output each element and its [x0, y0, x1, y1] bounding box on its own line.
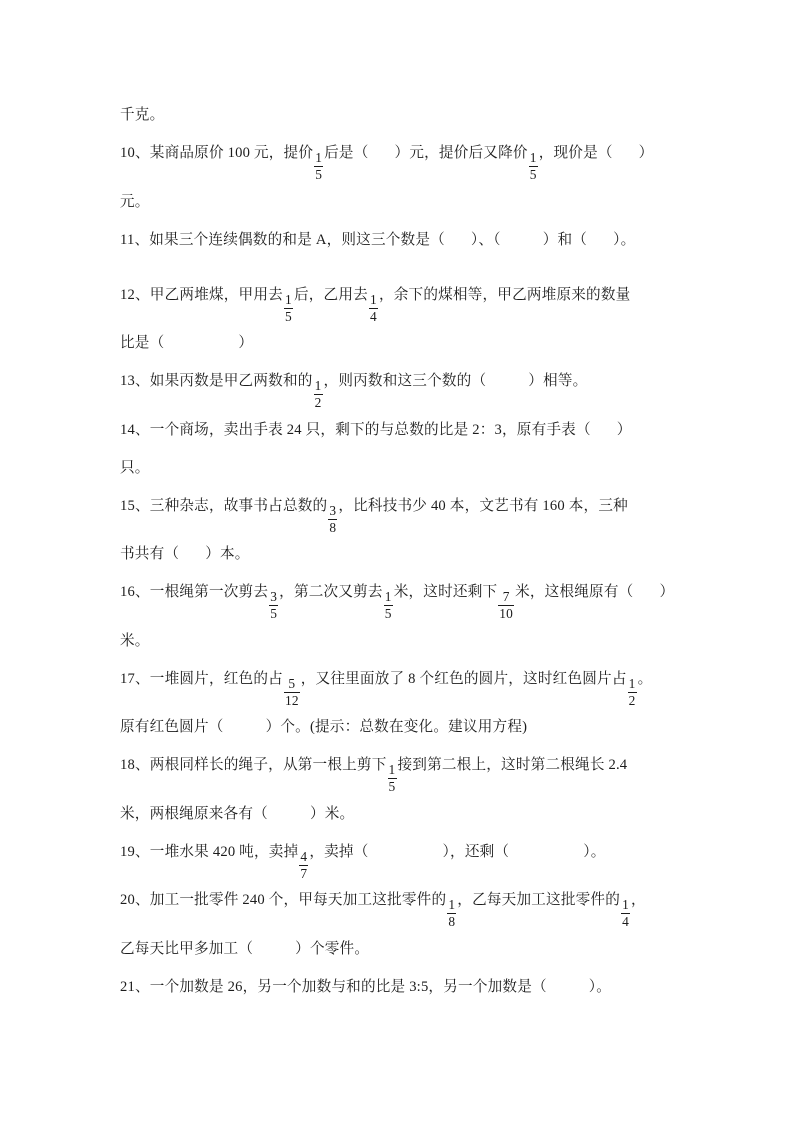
item-text: ）相等。 [528, 373, 588, 389]
item-marker: 17、 [120, 670, 150, 687]
item-text: 米，这时还剩下 [393, 584, 498, 600]
item-marker: 19、 [120, 843, 150, 860]
question-item-18-continuation [120, 795, 680, 833]
item-text: 一堆圆片，红色的占 [149, 670, 283, 687]
item-text: 比是（ [120, 335, 165, 351]
question-item-12-continuation [120, 324, 680, 362]
item-marker: 20、 [120, 892, 150, 908]
item-text: ， [631, 892, 646, 908]
question-item-19 [120, 833, 680, 882]
item-marker: 18、 [120, 757, 150, 773]
question-item-20-continuation [120, 930, 680, 968]
fraction-7-10: $\frac{7}{10}$ [499, 589, 514, 622]
question-item-17 [120, 660, 680, 709]
item-marker: 15、 [120, 497, 150, 514]
item-text: ）米。 [309, 805, 355, 822]
question-item-15 [120, 487, 680, 536]
item-text: 某商品原价 100 元，提价 [149, 145, 314, 161]
item-text: ） [616, 421, 632, 438]
item-text: 后，乙用去 [293, 286, 368, 303]
item-text: ）元，提价后又降价 [394, 145, 528, 161]
item-text: ）。 [588, 978, 612, 995]
fraction-3-5: $\frac{3}{5}$ [270, 589, 278, 622]
fraction-1-2: $\frac{1}{2}$ [628, 675, 636, 708]
question-item-20 [120, 881, 680, 930]
fraction-1-4: $\frac{1}{4}$ [622, 897, 629, 930]
item-text: 如果丙数是甲乙两数和的 [149, 373, 313, 389]
item-text: 原有红色圆片（ [120, 719, 224, 735]
item-text: 一个加数是 26，另一个加数与和的比是 3:5，另一个加数是（ [149, 978, 547, 995]
item-text: 米，这根绳原有（ [515, 584, 634, 600]
item-text: ，比科技书少 40 本，文艺书有 160 本，三种 [338, 497, 628, 514]
item-text: ）和（ [542, 231, 588, 248]
item-text: ） [638, 145, 654, 161]
fraction-1-5: $\frac{1}{5}$ [529, 150, 537, 183]
item-text: ）、（ [470, 231, 501, 248]
fraction-1-5: $\frac{1}{5}$ [285, 291, 292, 324]
question-item-10-continuation: 元。 [120, 193, 150, 210]
item-marker: 16、 [120, 584, 150, 600]
item-marker: 21、 [120, 978, 150, 995]
fraction-1-8: $\frac{1}{8}$ [448, 897, 456, 930]
item-text: ，卖掉（ [309, 843, 369, 860]
item-text: 乙每天比甲多加工（ [120, 940, 254, 957]
question-item-11 [120, 221, 680, 259]
item-marker: 14、 [120, 421, 150, 438]
item-text: ，又往里面放了 8 个红色的圆片，这时红色圆片占 [300, 670, 627, 687]
item-text: ，余下的煤相等，甲乙两堆原来的数量 [378, 286, 631, 303]
fraction-1-5: $\frac{1}{5}$ [384, 589, 392, 622]
item-text: ，则丙数和这三个数的（ [323, 373, 487, 389]
question-item-16-continuation: 米。 [120, 632, 150, 649]
item-text: 。 [637, 670, 653, 687]
item-text: 一堆水果 420 吨，卖掉 [149, 843, 299, 860]
fraction-1-4: $\frac{1}{4}$ [369, 291, 377, 324]
item-text: 三种杂志，故事书占总数的 [149, 497, 328, 514]
item-text: 接到第二根上，这时第二根绳长 2.4 [397, 757, 628, 773]
item-text: 加工一批零件 240 个，甲每天加工这批零件的 [149, 892, 447, 908]
item-text: 甲乙两堆煤，甲用去 [149, 286, 283, 303]
item-text: ）本。 [205, 546, 250, 562]
item-text: 一根绳第一次剪去 [149, 584, 269, 600]
fraction-4-7: $\frac{4}{7}$ [300, 848, 308, 881]
item-text: 米，两根绳原来各有（ [120, 805, 268, 822]
question-item-17-continuation [120, 708, 680, 746]
orphan-line-top: 千克。 [120, 107, 165, 123]
item-text: ） [238, 335, 254, 351]
item-text: 书共有（ [120, 546, 180, 562]
item-text: 如果三个连续偶数的和是 A，则这三个数是（ [149, 231, 445, 248]
item-text: 后是（ [324, 145, 369, 161]
item-text: ）个零件。 [295, 940, 370, 957]
item-text: ，第二次又剪去 [279, 584, 383, 600]
item-text: ），还剩（ [442, 843, 510, 860]
item-text: 一个商场，卖出手表 24 只，剩下的与总数的比是 2：3，原有手表（ [149, 421, 591, 438]
item-marker: 10、 [120, 145, 150, 161]
fraction-1-2: $\frac{1}{2}$ [314, 378, 322, 411]
question-item-10 [120, 134, 680, 183]
question-item-12 [120, 276, 680, 325]
item-text: ）。 [583, 843, 606, 860]
fraction-3-8: $\frac{3}{8}$ [329, 502, 337, 535]
item-hint: ）个。(提示：总数在变化。建议用方程) [265, 719, 528, 735]
question-item-14-continuation: 只。 [120, 459, 150, 476]
fraction-1-5: $\frac{1}{5}$ [315, 150, 323, 183]
item-text: ）。 [613, 231, 636, 248]
fraction-1-5: $\frac{1}{5}$ [388, 762, 396, 795]
item-text: ，乙每天加工这批零件的 [457, 892, 621, 908]
item-text: ） [659, 584, 675, 600]
item-text: 两根同样长的绳子，从第一根上剪下 [149, 757, 387, 773]
question-item-18 [120, 746, 680, 795]
item-marker: 13、 [120, 373, 150, 389]
question-item-16 [120, 573, 680, 622]
question-item-13 [120, 362, 680, 411]
item-marker: 12、 [120, 286, 150, 303]
document-body [120, 96, 680, 1006]
question-item-14 [120, 411, 680, 449]
item-marker: 11、 [120, 231, 150, 248]
question-item-15-continuation [120, 535, 680, 573]
item-text: ，现价是（ [538, 145, 613, 161]
question-item-21 [120, 968, 680, 1006]
fraction-5-12: $\frac{5}{12}$ [284, 675, 299, 708]
